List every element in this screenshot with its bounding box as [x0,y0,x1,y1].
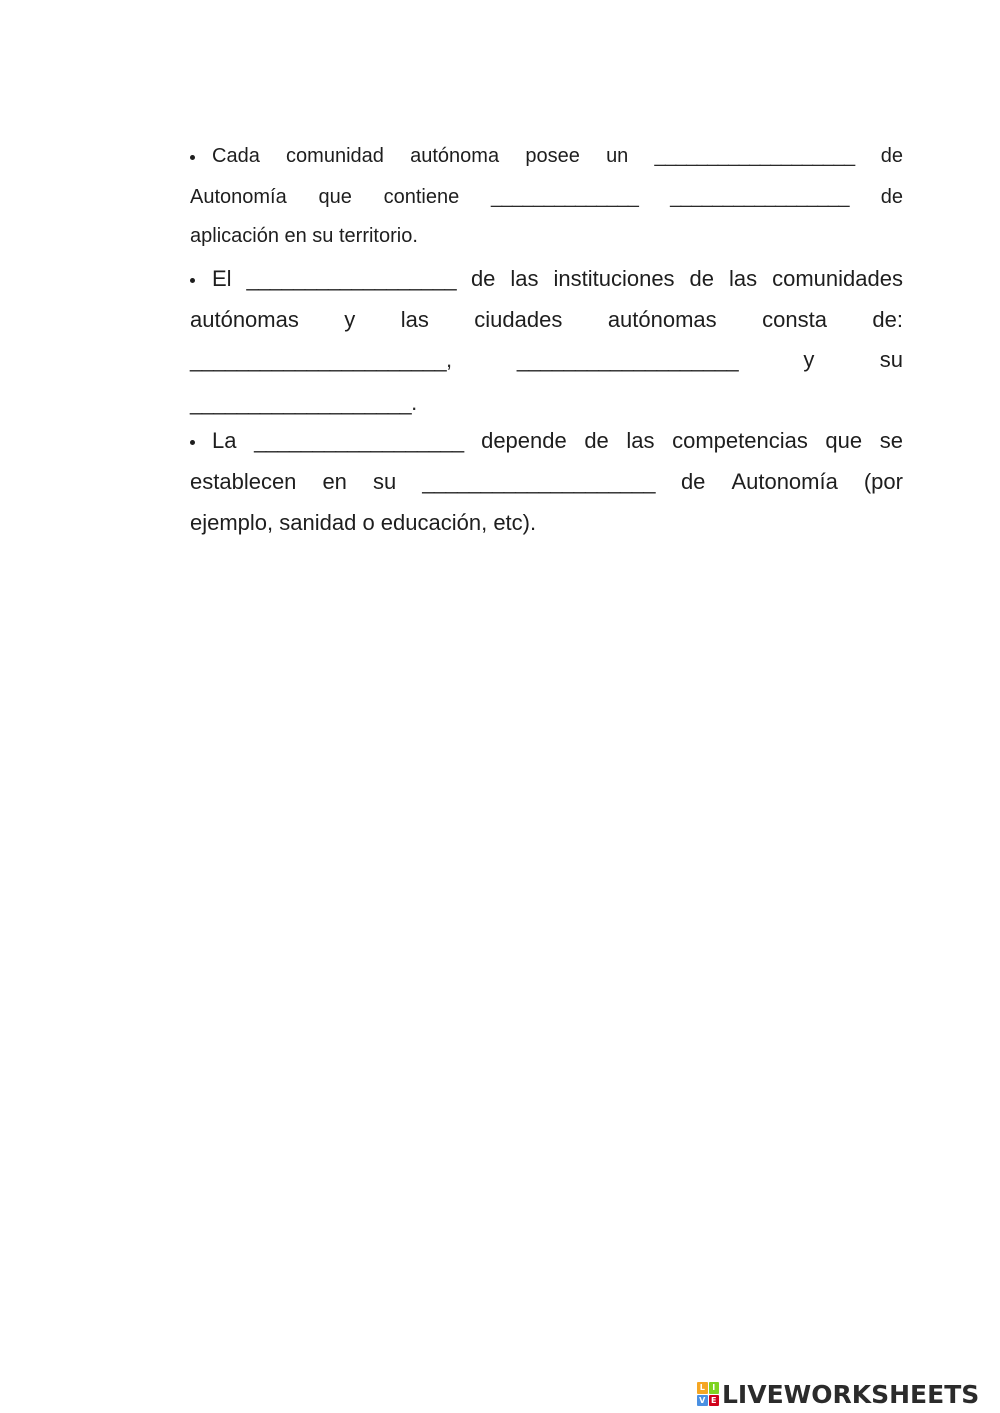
liveworksheets-logo [697,1378,979,1410]
word: depende [481,428,567,453]
word: las [510,266,539,291]
word: Autonomía [190,185,287,208]
word: las [626,428,655,453]
logo-cell: V [697,1395,708,1407]
word: y [803,347,815,372]
item2-line1 [190,262,903,296]
word: Autonomía [731,469,838,494]
word: que [825,428,863,453]
word: comunidades [772,266,903,291]
word: su [879,347,903,372]
word: de [680,469,706,494]
word: un [606,144,629,167]
word: de [689,266,715,291]
word: consta [762,307,827,332]
answer-blank[interactable]: _________________ [670,185,849,208]
word: se [879,428,903,453]
item1-line2 [190,180,903,214]
logo-text: LIVEWORKSHEETS [722,1379,980,1409]
word: comunidad [286,144,384,167]
word: contiene [383,185,460,208]
word: competencias [672,428,808,453]
word: de: [872,307,903,332]
sentence-end: aplicación en su territorio. [190,224,418,247]
word: de [880,144,903,167]
word: ciudades [474,307,563,332]
word: (por [863,469,903,494]
sentence-end: ejemplo, sanidad o educación, etc). [190,510,537,535]
answer-blank[interactable]: ___________________ [654,144,855,167]
item2-line2 [190,303,903,337]
item3-line1 [190,424,903,458]
word: El [212,266,232,291]
answer-blank[interactable]: ______________________, [190,347,452,372]
answer-blank[interactable]: ___________________. [190,390,417,415]
answer-blank[interactable]: __________________ [254,428,464,453]
word: y [344,307,356,332]
word: autónomas [607,307,717,332]
item1-line1 [190,139,903,173]
item2-line3 [190,343,903,377]
answer-blank[interactable]: ___________________ [516,347,738,372]
word: en [322,469,347,494]
logo-grid-icon [697,1382,719,1406]
word: las [728,266,758,291]
word: La [212,428,237,453]
item1-line3 [190,219,903,253]
item3-line2 [190,465,903,499]
answer-blank[interactable]: ____________________ [422,469,655,494]
logo-cell: I [709,1382,720,1394]
word: autónoma [410,144,500,167]
bullet-icon [190,278,195,283]
bullet-icon [190,440,195,445]
word: instituciones [553,266,675,291]
word: que [318,185,352,208]
word: las [400,307,429,332]
word: de [470,266,496,291]
bullet-icon [190,155,195,160]
word: de [584,428,609,453]
word: establecen [190,469,297,494]
word: Cada [212,144,260,167]
word: de [880,185,903,208]
item3-line3 [190,506,903,540]
item2-line4 [190,386,903,420]
word: posee [525,144,580,167]
answer-blank[interactable]: __________________ [246,266,456,291]
word: autónomas [190,307,299,332]
answer-blank[interactable]: ______________ [490,185,639,208]
word: su [372,469,397,494]
logo-cell: L [697,1382,708,1394]
logo-cell: E [709,1395,720,1407]
